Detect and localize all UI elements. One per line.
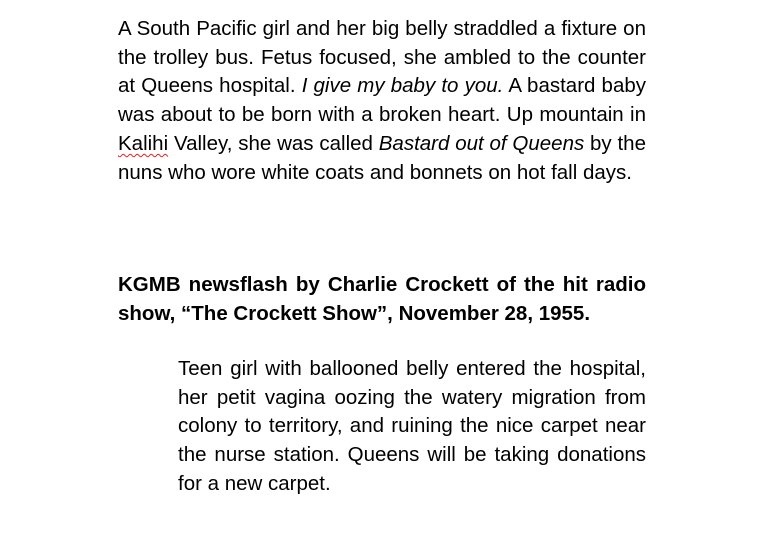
story-paragraph xyxy=(118,15,646,187)
italic-nickname: Bastard out of Queens xyxy=(378,131,585,155)
paragraph-text-4: by the nuns who wore white coats and bonnets on hot fall days. xyxy=(118,131,646,184)
newsflash-heading: KGMB newsflash by Charlie Crockett of the hit radio show, “The Crockett Show”, November 28, 1955. xyxy=(118,273,646,325)
misspelled-word-kalihi[interactable]: Kalihi xyxy=(118,131,169,155)
paragraph-text-1: A South Pacific girl and her big belly straddled a fixture on the trolley bus. Fetus focused, she ambled to the counter at Queens hospital. xyxy=(118,17,646,98)
newsflash-quote: Teen girl with ballooned belly entered the hospital, her petit vagina oozing the watery migration from colony to territory, and ruining the nice carpet near the nurse station. Queens will be taking donations for a new carpet. xyxy=(178,357,646,495)
paragraph-text-2: A bastard baby was about to be born with a broken heart. Up mountain in xyxy=(118,74,647,127)
italic-quote-give-baby: I give my baby to you. xyxy=(301,74,504,98)
paragraph-text-3: Valley, she was called xyxy=(168,131,379,155)
